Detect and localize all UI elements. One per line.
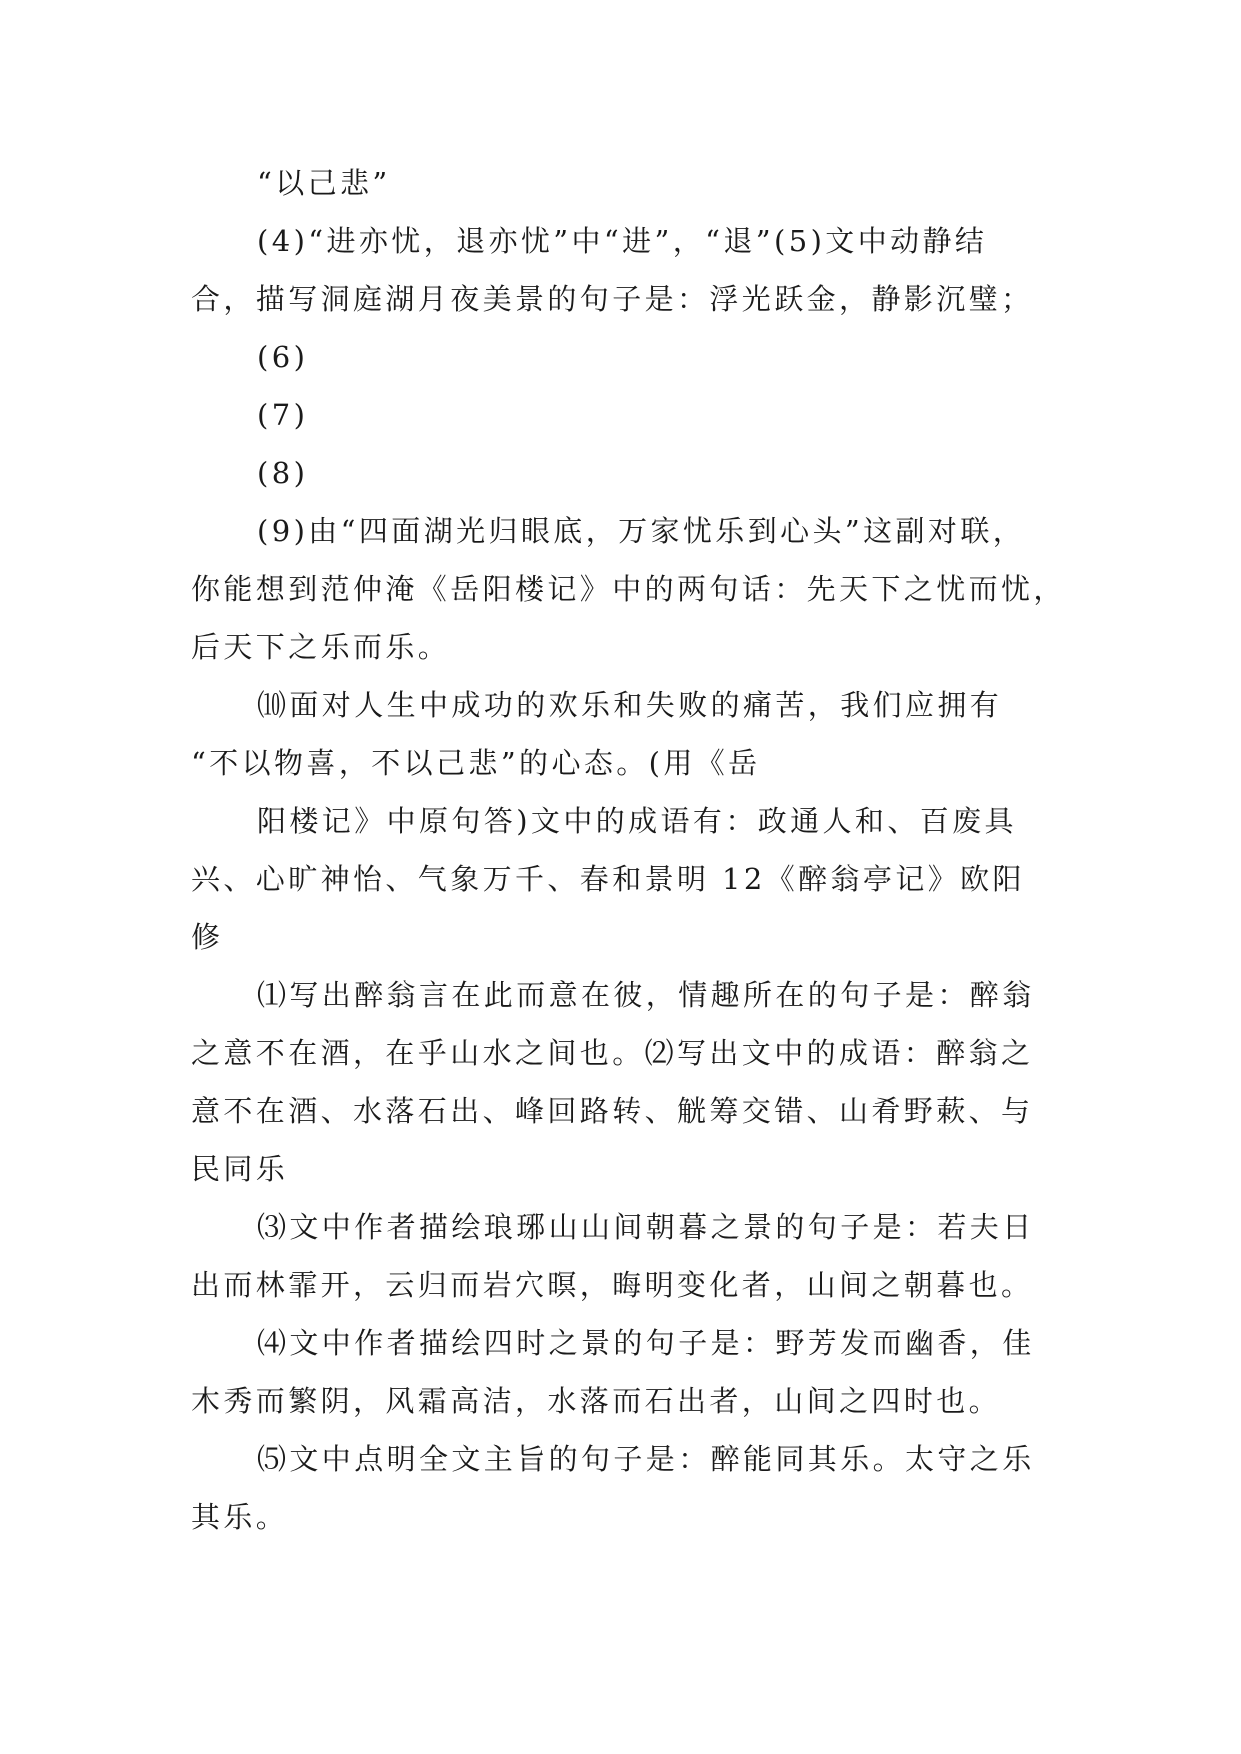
text-line: ⑴写出醉翁言在此而意在彼，情趣所在的句子是：醉翁 (257, 978, 1035, 1012)
text-line: 你能想到范仲淹《岳阳楼记》中的两句话：先天下之忧而忧， (191, 572, 1066, 606)
text-line: 后天下之乐而乐。 (191, 630, 451, 664)
text-line: ⑸文中点明全文主旨的句子是：醉能同其乐。太守之乐 (257, 1442, 1035, 1476)
text-line: (7) (257, 398, 309, 432)
text-line: 修 (191, 920, 224, 954)
text-line: “以己悲” (257, 166, 391, 200)
text-line: (4)“进亦忧，退亦忧”中“进”，“退”(5)文中动静结 (257, 224, 988, 258)
text-line: 其乐。 (191, 1500, 289, 1534)
text-line: 合，描写洞庭湖月夜美景的句子是：浮光跃金，静影沉璧； (191, 282, 1034, 316)
text-line: 木秀而繁阴，风霜高洁，水落而石出者，山间之四时也。 (191, 1384, 1002, 1418)
text-line: 出而林霏开，云归而岩穴暝，晦明变化者，山间之朝暮也。 (191, 1268, 1034, 1302)
text-line: 兴、心旷神怡、气象万千、春和景明 12《醉翁亭记》欧阳 (191, 862, 1025, 896)
text-line: 意不在酒、水落石出、峰回路转、觥筹交错、山肴野蔌、与 (191, 1094, 1034, 1128)
text-line: “不以物喜，不以己悲”的心态。(用《岳 (191, 746, 761, 780)
text-line: (6) (257, 340, 309, 374)
text-line: 之意不在酒，在乎山水之间也。⑵写出文中的成语：醉翁之 (191, 1036, 1034, 1070)
text-line: ⑶文中作者描绘琅琊山山间朝暮之景的句子是：若夫日 (257, 1210, 1035, 1244)
text-line: ⑽面对人生中成功的欢乐和失败的痛苦，我们应拥有 (257, 688, 1003, 722)
text-line: 阳楼记》中原句答)文中的成语有：政通人和、百废具 (257, 804, 1017, 838)
text-line: (9)由“四面湖光归眼底，万家忧乐到心头”这副对联， (257, 514, 1026, 548)
text-line: ⑷文中作者描绘四时之景的句子是：野芳发而幽香，佳 (257, 1326, 1035, 1360)
text-line: (8) (257, 456, 309, 490)
text-line: 民同乐 (191, 1152, 289, 1186)
